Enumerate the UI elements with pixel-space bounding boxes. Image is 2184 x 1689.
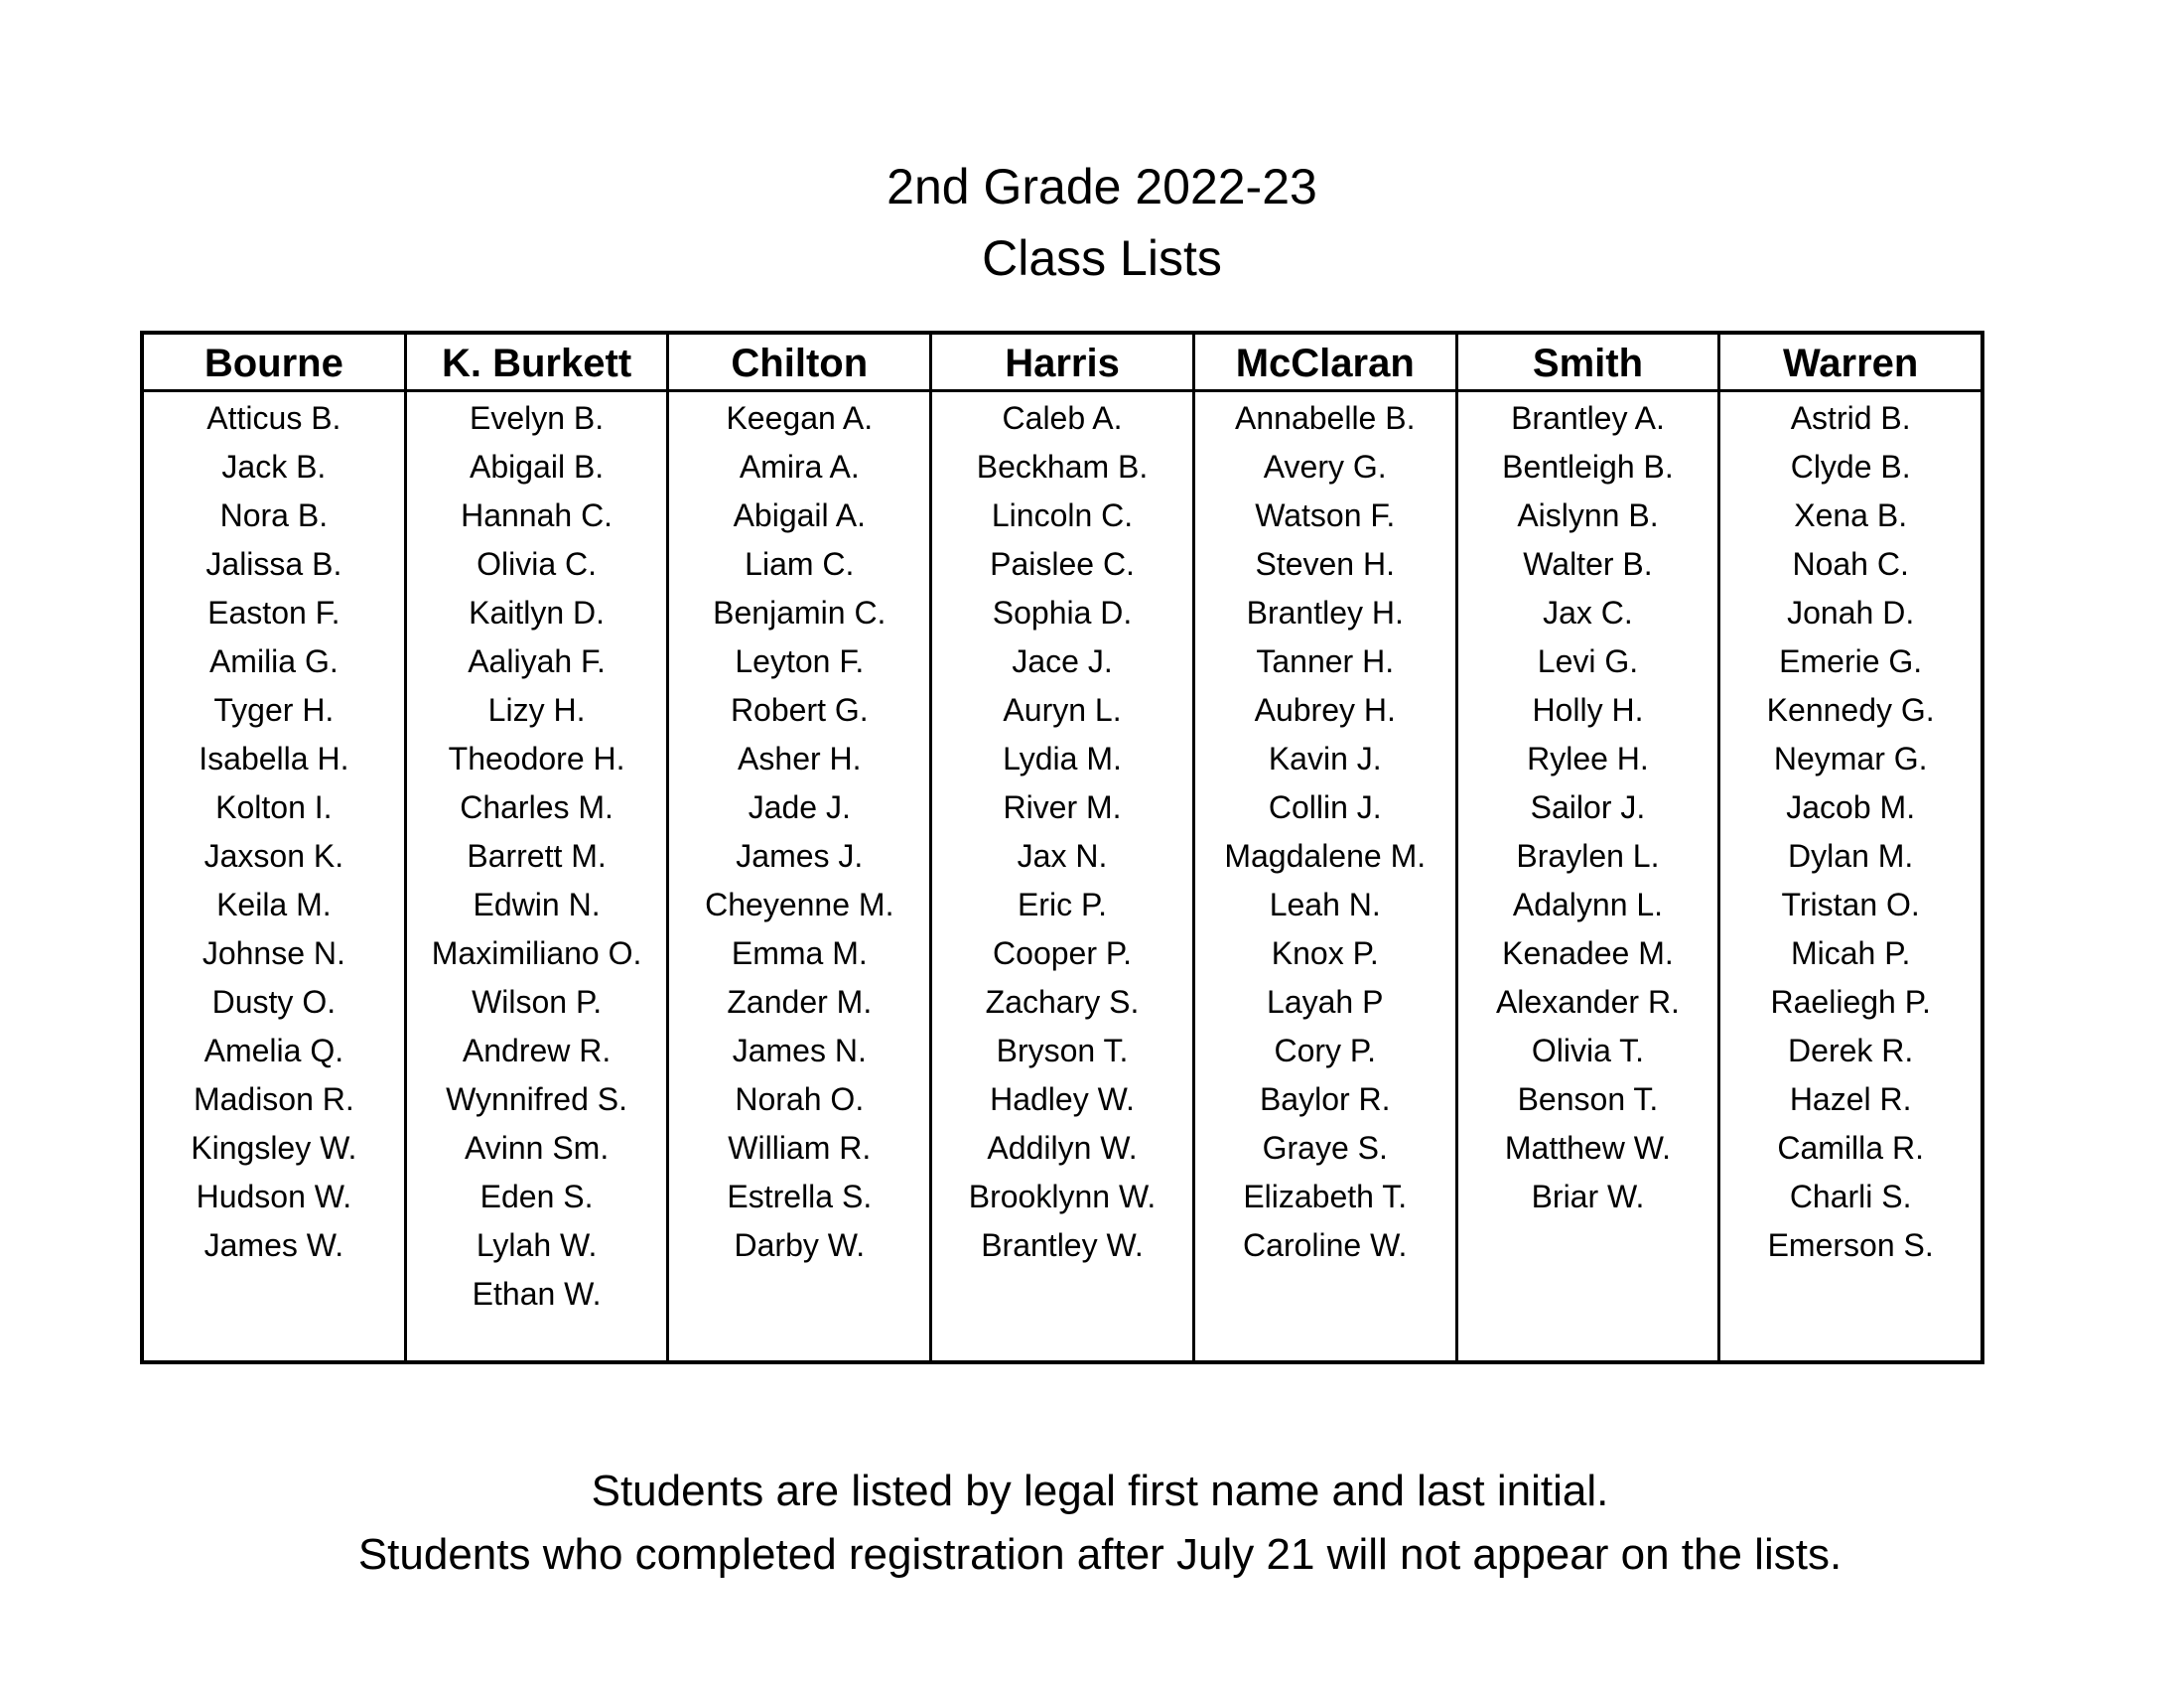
student-name: Matthew W. (1504, 1130, 1672, 1166)
student-list (1720, 392, 1980, 1270)
student-name: Nora B. (219, 497, 329, 533)
student-name: Barrett M. (467, 838, 607, 874)
student-name: Wilson P. (472, 984, 603, 1020)
student-name: Emerie G. (1779, 643, 1923, 679)
student-name: Annabelle B. (1235, 400, 1416, 436)
student-name: Bryson T. (996, 1033, 1129, 1068)
teacher-header: K. Burkett (407, 335, 667, 392)
student-list (669, 392, 929, 1270)
student-list (932, 392, 1192, 1270)
student-name: Layah P (1267, 984, 1384, 1020)
student-list (407, 392, 667, 1319)
student-name: Briar W. (1531, 1179, 1645, 1214)
student-name: Addilyn W. (987, 1130, 1138, 1166)
student-name: Kaitlyn D. (469, 595, 606, 631)
student-name: Brantley A. (1511, 400, 1665, 436)
student-name: Jax C. (1543, 595, 1633, 631)
student-list (1458, 392, 1718, 1221)
student-name: Madison R. (193, 1081, 354, 1117)
student-name: Holly H. (1532, 692, 1644, 728)
student-name: Charles M. (460, 789, 614, 825)
student-name: Hannah C. (461, 497, 614, 533)
footer-line-1: Students are listed by legal first name and last initial. (591, 1467, 1609, 1515)
student-name: Tyger H. (213, 692, 335, 728)
student-name: Noah C. (1792, 546, 1909, 582)
student-name: Elizabeth T. (1243, 1179, 1408, 1214)
teacher-header: McClaran (1195, 335, 1455, 392)
student-name: Auryn L. (1003, 692, 1122, 728)
student-name: Theodore H. (448, 741, 625, 776)
student-name: Lizy H. (487, 692, 586, 728)
student-name: Evelyn B. (469, 400, 605, 436)
page-title (0, 151, 2184, 294)
student-name: James N. (732, 1033, 867, 1068)
class-column (404, 335, 667, 1360)
student-name: Lincoln C. (991, 497, 1134, 533)
student-name: Cory P. (1274, 1033, 1377, 1068)
student-name: James J. (736, 838, 864, 874)
student-name: Aaliyah F. (468, 643, 606, 679)
student-name: Abigail A. (733, 497, 866, 533)
student-name: Jaxson K. (204, 838, 344, 874)
student-name: Amilia G. (208, 643, 339, 679)
student-name: Darby W. (734, 1227, 866, 1263)
student-name: Kingsley W. (191, 1130, 357, 1166)
student-list (144, 392, 404, 1270)
student-name: Graye S. (1262, 1130, 1388, 1166)
student-name: Andrew R. (462, 1033, 612, 1068)
student-name: Benjamin C. (713, 595, 887, 631)
student-list (1195, 392, 1455, 1270)
student-name: Asher H. (738, 741, 862, 776)
student-name: Isabella H. (199, 741, 349, 776)
student-name: Jack B. (221, 449, 327, 485)
student-name: Emerson S. (1767, 1227, 1934, 1263)
student-name: Jacob M. (1786, 789, 1916, 825)
student-name: Levi G. (1537, 643, 1639, 679)
student-name: Collin J. (1268, 789, 1382, 825)
teacher-header: Bourne (144, 335, 404, 392)
student-name: Zachary S. (985, 984, 1140, 1020)
student-name: Abigail B. (469, 449, 605, 485)
student-name: Brantley W. (981, 1227, 1144, 1263)
student-name: James W. (204, 1227, 344, 1263)
student-name: Cooper P. (993, 935, 1132, 971)
student-name: Edwin N. (473, 887, 601, 922)
class-list-table (140, 331, 1984, 1364)
student-name: Tanner H. (1256, 643, 1395, 679)
student-name: Walter B. (1523, 546, 1653, 582)
class-column (1717, 335, 1980, 1360)
student-name: Amira A. (739, 449, 860, 485)
student-name: Atticus B. (206, 400, 341, 436)
teacher-header: Smith (1458, 335, 1718, 392)
student-name: Paislee C. (990, 546, 1135, 582)
student-name: Kavin J. (1268, 741, 1382, 776)
student-name: Robert G. (730, 692, 869, 728)
student-name: Benson T. (1517, 1081, 1659, 1117)
class-column (1455, 335, 1718, 1360)
student-name: Caroline W. (1243, 1227, 1408, 1263)
student-name: Neymar G. (1773, 741, 1928, 776)
student-name: Braylen L. (1516, 838, 1660, 874)
footer-note (0, 1460, 2184, 1587)
teacher-header: Warren (1720, 335, 1980, 392)
student-name: Hazel R. (1789, 1081, 1912, 1117)
subtitle-text: Class Lists (982, 230, 1222, 286)
teacher-header: Harris (932, 335, 1192, 392)
student-name: Eden S. (479, 1179, 594, 1214)
student-name: Sailor J. (1530, 789, 1646, 825)
student-name: Lylah W. (476, 1227, 598, 1263)
student-name: Derek R. (1788, 1033, 1914, 1068)
student-name: Tristan O. (1781, 887, 1920, 922)
class-column (666, 335, 929, 1360)
student-name: Jax N. (1017, 838, 1108, 874)
student-name: Rylee H. (1527, 741, 1649, 776)
student-name: Camilla R. (1777, 1130, 1924, 1166)
student-name: Olivia T. (1531, 1033, 1645, 1068)
title-text: 2nd Grade 2022-23 (887, 159, 1317, 214)
student-name: Estrella S. (727, 1179, 873, 1214)
student-name: Emma M. (731, 935, 868, 971)
student-name: Caleb A. (1002, 400, 1123, 436)
student-name: Jade J. (748, 789, 851, 825)
student-name: Kolton I. (215, 789, 333, 825)
student-name: Sophia D. (992, 595, 1133, 631)
student-name: Jalissa B. (205, 546, 342, 582)
footer-line-2: Students who completed registration after July 21 will not appear on the lists. (357, 1530, 1843, 1579)
student-name: Adalynn L. (1512, 887, 1664, 922)
student-name: Micah P. (1790, 935, 1911, 971)
student-name: Norah O. (735, 1081, 865, 1117)
student-name: Xena B. (1794, 497, 1908, 533)
student-name: Kenadee M. (1502, 935, 1674, 971)
student-name: Beckham B. (976, 449, 1149, 485)
student-name: Avery G. (1263, 449, 1387, 485)
student-name: Amelia Q. (204, 1033, 344, 1068)
student-name: Liam C. (745, 546, 855, 582)
student-name: Knox P. (1271, 935, 1379, 971)
student-name: Avinn Sm. (464, 1130, 610, 1166)
teacher-header: Chilton (669, 335, 929, 392)
student-name: Alexander R. (1495, 984, 1680, 1020)
student-name: Kennedy G. (1766, 692, 1935, 728)
student-name: Astrid B. (1790, 400, 1911, 436)
class-column (929, 335, 1192, 1360)
student-name: River M. (1003, 789, 1122, 825)
student-name: Ethan W. (472, 1276, 602, 1312)
student-name: Watson F. (1255, 497, 1396, 533)
student-name: Dusty O. (211, 984, 337, 1020)
student-name: Zander M. (727, 984, 873, 1020)
student-name: Hadley W. (990, 1081, 1135, 1117)
student-name: Olivia C. (477, 546, 598, 582)
student-name: Wynnifred S. (446, 1081, 628, 1117)
student-name: Johnse N. (202, 935, 345, 971)
student-name: Leyton F. (735, 643, 865, 679)
student-name: Baylor R. (1259, 1081, 1391, 1117)
student-name: Magdalene M. (1224, 838, 1427, 874)
student-name: Charli S. (1789, 1179, 1912, 1214)
student-name: Aubrey H. (1254, 692, 1396, 728)
student-name: Hudson W. (196, 1179, 352, 1214)
student-name: Clyde B. (1790, 449, 1911, 485)
class-column (144, 335, 404, 1360)
student-name: Leah N. (1269, 887, 1381, 922)
student-name: Maximiliano O. (431, 935, 642, 971)
student-name: Bentleigh B. (1502, 449, 1674, 485)
student-name: Keegan A. (726, 400, 874, 436)
class-column (1192, 335, 1455, 1360)
student-name: William R. (728, 1130, 872, 1166)
student-name: Brooklynn W. (968, 1179, 1157, 1214)
student-name: Steven H. (1255, 546, 1395, 582)
student-name: Easton F. (207, 595, 341, 631)
student-name: Raeliegh P. (1770, 984, 1931, 1020)
student-name: Jace J. (1012, 643, 1113, 679)
student-name: Jonah D. (1787, 595, 1915, 631)
student-name: Cheyenne M. (705, 887, 894, 922)
student-name: Aislynn B. (1517, 497, 1659, 533)
student-name: Brantley H. (1246, 595, 1404, 631)
student-name: Eric P. (1017, 887, 1108, 922)
student-name: Lydia M. (1003, 741, 1122, 776)
student-name: Keila M. (216, 887, 332, 922)
student-name: Dylan M. (1788, 838, 1914, 874)
